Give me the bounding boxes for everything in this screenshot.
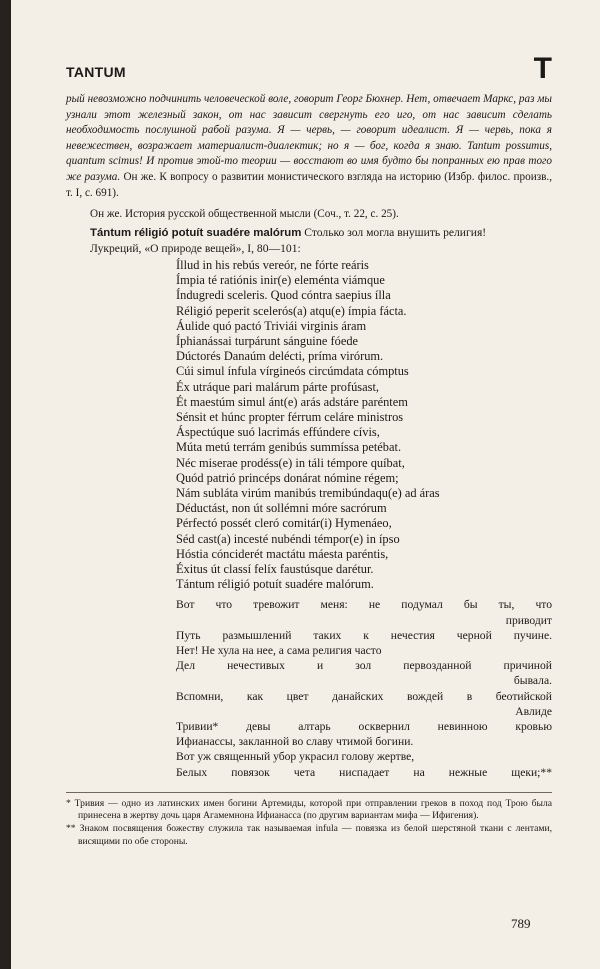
verse-line: Ímpia té ratiónis inir(e) eleménta viámque xyxy=(176,273,385,288)
translation-line: Нет! Не хула на нее, а сама религия часто xyxy=(176,644,382,658)
translation-line: Вспомни, как цвет данайских вождей в беотийской xyxy=(176,689,552,703)
verse-line: Dúctorés Danaúm delécti, príma virórum. xyxy=(176,349,384,364)
entry-latin-headword: Tántum réligió potuít suadére malórum xyxy=(90,226,302,239)
verse-line: Réligió peperit scelerós(a) atqu(e) ímpia fácta. xyxy=(176,303,407,318)
translation-line: Авлиде xyxy=(515,704,552,718)
verse-line: Déductást, non út sollémni móre sacrórum xyxy=(176,501,387,516)
verse-line: Múta metú terrám genibús summíssa petébat. xyxy=(176,440,402,455)
verse-line: Séd cast(a) incesté nubéndi témpor(e) in ípso xyxy=(176,531,400,546)
translation-line: приводит xyxy=(505,613,552,627)
footnote-divider xyxy=(66,792,552,793)
translation-line: Тривии* девы алтарь осквернил невинною кровью xyxy=(176,720,552,734)
verse-line: Tántum réligió potuít suadére malórum. xyxy=(176,577,374,592)
translation-line: бывала. xyxy=(513,674,552,688)
verse-line: Pérfectó possét cleró comitár(i) Hymenáeo, xyxy=(176,516,392,531)
translation-line: Дел нечестивых и зол первозданной причиной xyxy=(176,659,552,673)
verse-line: Índugredi sceleris. Quod cóntra saepius ílla xyxy=(176,288,391,303)
translation-line: Вот что тревожит меня: не подумал бы ты, что xyxy=(176,598,552,612)
page-header xyxy=(66,52,552,92)
entry-translation: Столько зол могла внушить религия! xyxy=(301,225,487,239)
book-spine-shadow xyxy=(0,0,11,969)
lucretius-reference: Лукреций, «О природе вещей», I, 80—101: xyxy=(90,242,301,256)
verse-line: Íphianássai turpárunt sánguine fóede xyxy=(176,333,359,348)
quotation-source: Он же. К вопросу о развитии монистического взгляда на историю (Избр. филос. произв., т. I, с. 691). xyxy=(66,170,553,199)
latin-verse xyxy=(176,258,552,592)
verse-line: Éxitus út classí felíx faustúsque darétur. xyxy=(176,562,374,576)
verse-line: Nám subláta virúm manibús tremibúndaqu(e) ad áras xyxy=(176,485,440,500)
continued-quotation xyxy=(66,92,552,201)
page-number: 789 xyxy=(511,916,531,931)
page-body xyxy=(66,52,553,848)
verse-line: Hóstia cónciderét mactátu máesta paréntis, xyxy=(176,546,389,561)
verse-line: Áulide quó pactó Triviái virginis áram xyxy=(176,318,367,333)
russian-translation xyxy=(176,597,552,779)
footnote-infula: ** Знаком посвящения божеству служила так называемая infula — повязка из белой шерстяной ткани с лентами, висящими по обе стороны. xyxy=(66,823,552,847)
translation-line: Ифианассы, закланной во славу чтимой богини. xyxy=(176,735,414,749)
translation-line: Вот уж священный убор украсил голову жертве, xyxy=(176,750,415,764)
verse-line: Sénsit et húnc propter férrum celáre ministros xyxy=(176,409,404,424)
translation-line: Белых повязок чета ниспадает на нежные щеки;** xyxy=(176,765,552,779)
verse-line: Áspectúque suó lacrimás effúndere cívis, xyxy=(176,425,380,440)
verse-line: Íllud in his rebús vereór, ne fórte reáris xyxy=(176,257,369,272)
running-head: TANTUM xyxy=(66,64,126,80)
section-letter: T xyxy=(533,52,552,85)
translation-line: Путь размышлений таких к нечестия черной пучине. xyxy=(176,628,552,642)
verse-line: Éx utráque pari malárum párte profúsast, xyxy=(176,379,379,394)
verse-line: Ét maestúm simul ánt(e) arás adstáre paréntem xyxy=(176,394,408,409)
footnote-trivia: * Тривия — одно из латинских имен богини Артемиды, которой при отправлении греков в поход под Трою была принесена в жертву дочь царя Агамемнона Ифианасса (по другим вариантам мифа — Ифигения). xyxy=(66,797,552,822)
quotation-italic: рый невозможно подчинить человеческой воле, говорит Георг Бюхнер. Нет, отвечает Маркс, раз мы узнали этот железный закон, от нас зависит свергнуть его иго, от нас зависит сделать необходимость послушной рабой разума. Я — червь, — говорит идеалист. Я — червь, пока я невежествен, возражает материалист-диалектик; но я — бог, когда я знаю. Tantum possumus, quantum scimus! И против этой-то теории — восстают во имя будто бы попранных ею прав того же разума. xyxy=(66,93,552,183)
verse-line: Néc miserae prodéss(e) in táli témpore quíbat, xyxy=(176,455,405,470)
dictionary-entry xyxy=(66,225,552,242)
verse-line: Cúi simul ínfula vírgineós circúmdata cómptus xyxy=(176,364,409,379)
second-reference: Он же. История русской общественной мысли (Соч., т. 22, с. 25). xyxy=(90,208,399,221)
verse-line: Quód patrió princéps donárat nómine régem; xyxy=(176,470,399,485)
